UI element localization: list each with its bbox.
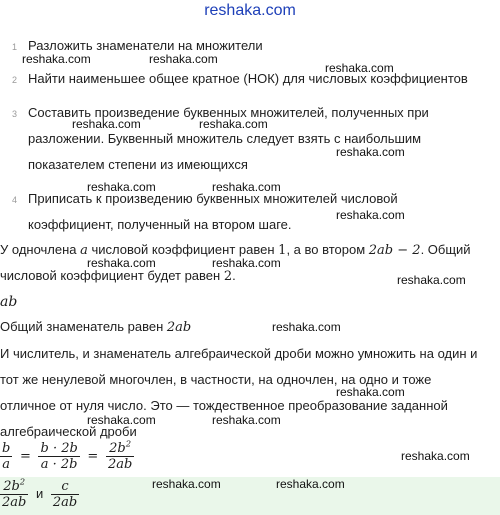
fraction [51,479,79,510]
step-number: 4 [12,195,18,205]
base: 2b [3,479,20,494]
denominator: 2ab [52,495,78,510]
watermark: reshaka.com [149,52,218,66]
text-run: числовой коэффициент будет равен [0,268,224,283]
text-run: числовой коэффициент равен [87,242,279,257]
denominator: 2ab [107,457,133,472]
step-text: показателем степени из имеющихся [28,157,248,172]
step-number: 2 [12,75,18,85]
paragraph-line: тот же ненулевой многочлен, в частности, на одночлен, на одно и тоже [0,372,432,387]
step-text: Составить произведение буквенных множителей, полученных при [28,105,429,120]
step-text: разложении. Буквенный множитель следует взять с наибольшим [28,131,422,146]
step-text: Приписать к произведению буквенных множителей числовой [28,191,398,206]
numerator [0,476,28,494]
watermark: reshaka.com [87,413,156,427]
fraction-equation [0,438,134,472]
fraction [0,441,12,472]
denominator: a · 2b [38,456,79,472]
conjunction: и [35,485,44,501]
text-run: У одночлена [0,242,81,257]
watermark: reshaka.com [87,256,156,270]
text-run: Общий знаменатель равен [0,319,167,334]
watermark: reshaka.com [72,117,141,131]
numerator: c [61,479,69,494]
math-2ab: 2ab [166,320,192,335]
watermark: reshaka.com [397,273,466,287]
equals-sign: = [87,448,99,464]
math-expression: 2ab − 2 [368,243,421,258]
denominator: 2ab [2,495,27,510]
watermark: reshaka.com [336,145,405,159]
site-title[interactable]: reshaka.com [204,2,296,19]
text-run: , а во втором [286,242,369,257]
watermark: reshaka.com [199,117,268,131]
denominator: a [0,456,12,472]
watermark: reshaka.com [272,320,341,334]
watermark: reshaka.com [336,208,405,222]
text-run: . [232,268,236,283]
step-number: 1 [12,42,18,52]
math-two: 2 [223,269,233,284]
exponent: 2 [19,476,26,487]
equals-sign: = [19,448,31,464]
watermark: reshaka.com [401,449,470,463]
fraction-pair [0,476,79,510]
watermark: reshaka.com [87,180,156,194]
text-run: . Общий [420,242,471,257]
watermark: reshaka.com [276,477,345,491]
fraction [106,438,134,472]
watermark: reshaka.com [336,385,405,399]
watermark: reshaka.com [212,180,281,194]
base: 2b [109,441,126,456]
paragraph-line: алгебраической дроби [0,424,137,439]
numerator [106,438,134,456]
watermark: reshaka.com [325,61,394,75]
watermark: reshaka.com [212,413,281,427]
numerator: b [2,441,11,456]
math-one: 1 [278,243,287,258]
math-a: a [80,243,88,258]
step-text: Разложить знаменатели на множители [28,38,263,53]
paragraph-line [0,268,236,284]
paragraph-line: И числитель, и знаменатель алгебраической дроби можно умножить на один и [0,346,478,361]
watermark: reshaka.com [152,477,221,491]
fraction [38,441,79,472]
fraction [0,476,28,510]
common-denominator-line [0,319,191,335]
cropped-text-line [0,26,500,32]
paragraph-line: отличное от нуля число. Это — тождественное преобразование заданной [0,398,448,413]
watermark: reshaka.com [212,256,281,270]
exponent: 2 [125,438,132,449]
watermark: reshaka.com [22,52,91,66]
step-number: 3 [12,109,18,119]
step-text: Найти наименьшее общее кратное (НОК) для числовых коэффициентов [28,71,468,86]
numerator: b · 2b [40,441,78,456]
math-ab: ab [0,294,18,310]
step-text: коэффициент, полученный на втором шаге. [28,217,292,232]
